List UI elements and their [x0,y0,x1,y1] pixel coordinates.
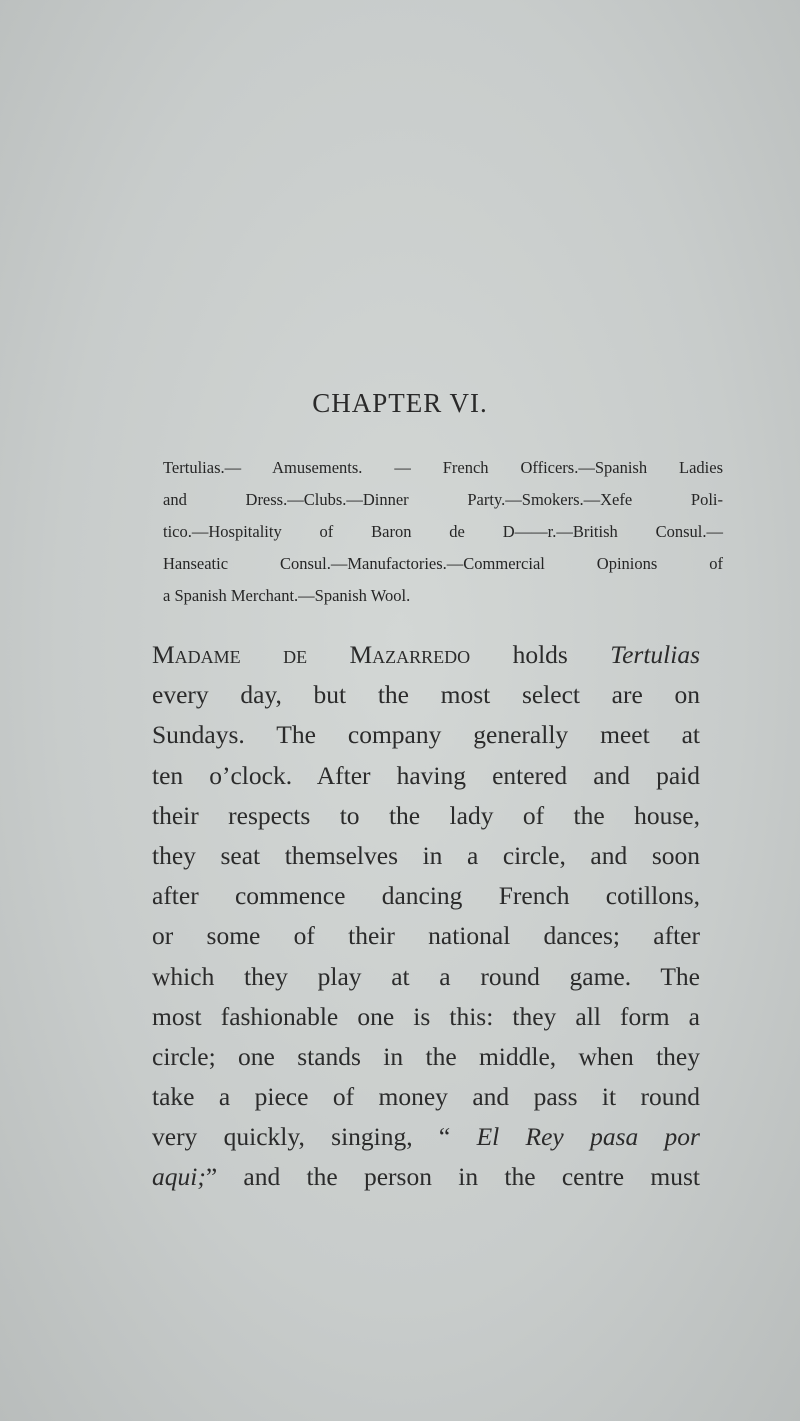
body-line [152,635,700,675]
italic-term: Tertulias [610,640,700,669]
body-line [152,1117,700,1157]
body-line: or some of their national dances; after [152,921,700,951]
body-line: circle; one stands in the middle, when they [152,1041,700,1071]
body-line: after commence dancing French cotillons, [152,881,700,911]
body-line [152,1157,700,1197]
name-smallcaps: Madame de Mazarredo [152,640,471,669]
body-line: Sundays. The company generally meet at [152,720,700,750]
chapter-summary [163,452,723,612]
summary-line: a Spanish Merchant.—Spanish Wool. [163,586,411,605]
body-text [152,635,700,1198]
summary-line: and Dress.—Clubs.—Dinner Party.—Smokers.—Xefe Poli- [163,490,723,509]
summary-line: Tertulias.— Amusements. — French Officers.—Spanish Ladies [163,458,723,477]
body-line: take a piece of money and pass it round [152,1082,700,1112]
body-line: every day, but the most select are on [152,680,700,710]
chapter-title: CHAPTER VI. [312,388,488,418]
italic-quote: aqui; [152,1162,206,1192]
body-line: their respects to the lady of the house, [152,800,700,830]
summary-line: Hanseatic Consul.—Manufactories.—Commercial Opinions of [163,554,723,573]
italic-quote: El Rey pasa por [476,1122,700,1152]
body-line: most fashionable one is this: they all form a [152,1001,700,1031]
text: holds [470,640,611,669]
body-line: which they play at a round game. The [152,961,700,991]
text: ” and the person in the centre must [205,1162,700,1192]
summary-line: tico.—Hospitality of Baron de D——r.—British Consul.— [163,522,723,541]
body-line: ten o’clock. After having entered and paid [152,760,700,790]
body-line: they seat themselves in a circle, and soon [152,840,700,870]
text: very quickly, singing, “ [152,1122,477,1152]
